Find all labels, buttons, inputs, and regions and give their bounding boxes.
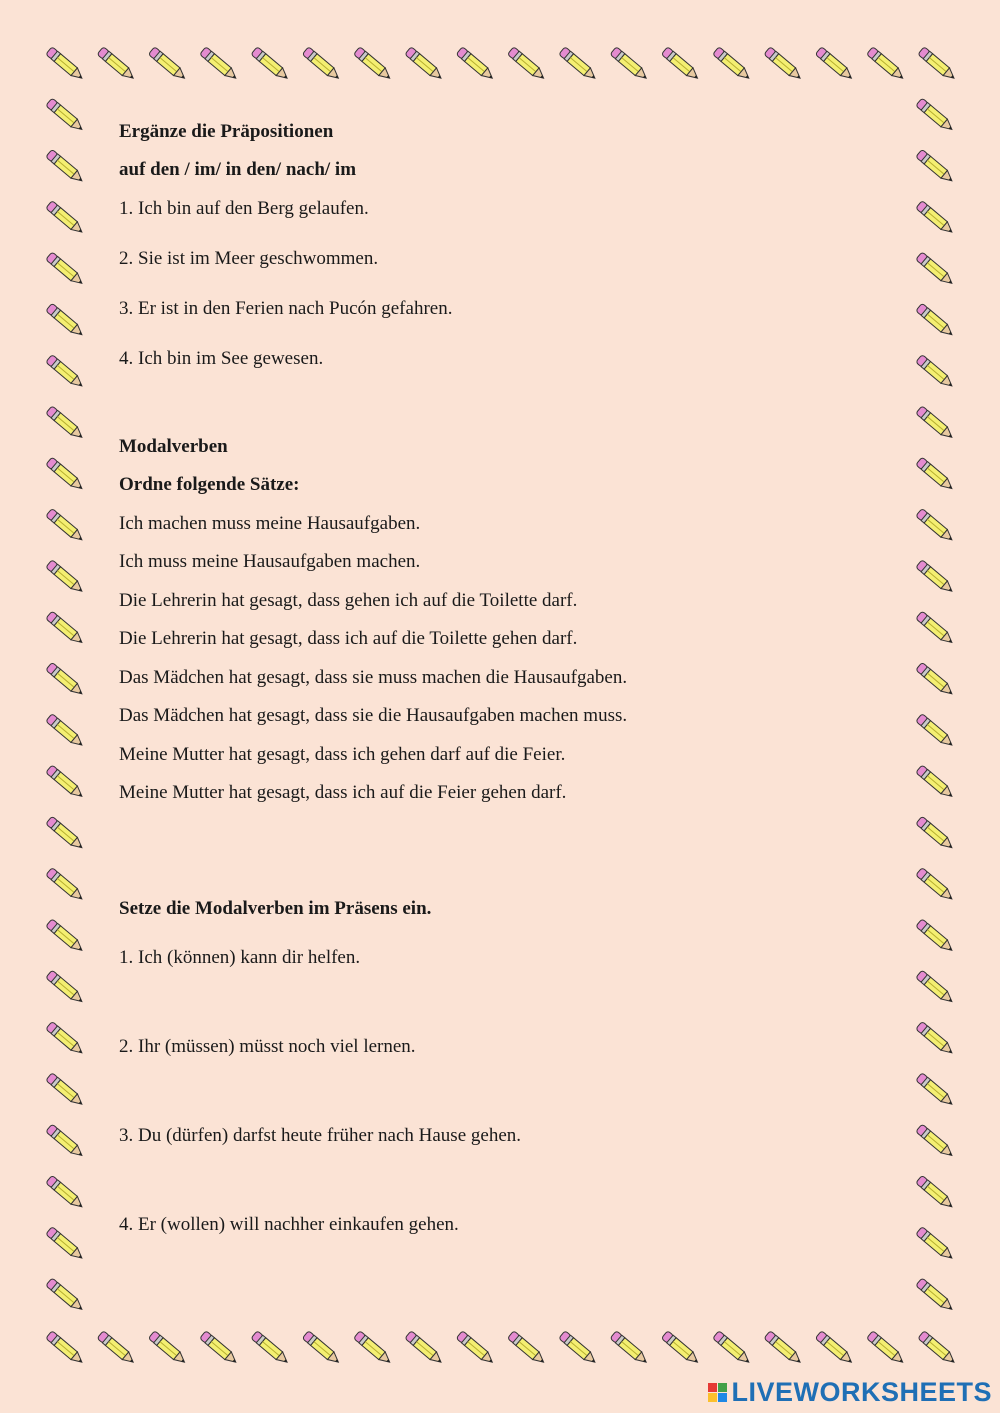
pencil-icon bbox=[661, 47, 700, 82]
pencil-icon bbox=[916, 919, 955, 954]
exercise-item: 2. Sie ist im Meer geschwommen. bbox=[119, 248, 379, 269]
pencil-icon bbox=[713, 1331, 752, 1366]
pencil-icon bbox=[302, 47, 341, 82]
logo-mark-icon bbox=[708, 1383, 727, 1402]
pencil-icon bbox=[46, 98, 85, 133]
pencil-icon bbox=[916, 662, 955, 697]
pencil-icon bbox=[764, 47, 803, 82]
pencil-icon bbox=[916, 970, 955, 1005]
exercise-item: 2. Ihr (müssen) müsst noch viel lernen. bbox=[119, 1036, 416, 1057]
pencil-icon bbox=[916, 98, 955, 133]
pencil-icon bbox=[916, 1227, 955, 1262]
pencil-icon bbox=[916, 765, 955, 800]
pencil-icon bbox=[916, 1278, 955, 1313]
pencil-icon bbox=[46, 303, 85, 338]
exercise-item: 1. Ich bin auf den Berg gelaufen. bbox=[119, 198, 369, 219]
exercise-item: 1. Ich (können) kann dir helfen. bbox=[119, 947, 361, 968]
pencil-icon bbox=[916, 816, 955, 851]
word-bank: auf den / im/ in den/ nach/ im bbox=[119, 159, 357, 180]
pencil-icon bbox=[815, 47, 854, 82]
pencil-icon bbox=[46, 406, 85, 441]
sentence-item: Das Mädchen hat gesagt, dass sie die Hausaufgaben machen muss. bbox=[119, 705, 628, 726]
pencil-icon bbox=[661, 1331, 700, 1366]
pencil-icon bbox=[46, 457, 85, 492]
pencil-icon bbox=[46, 47, 85, 82]
pencil-icon bbox=[46, 1073, 85, 1108]
pencil-icon bbox=[610, 47, 649, 82]
pencil-icon bbox=[46, 1175, 85, 1210]
pencil-icon bbox=[251, 1331, 290, 1366]
pencil-icon bbox=[200, 1331, 239, 1366]
pencil-icon bbox=[405, 47, 444, 82]
sentence-item: Die Lehrerin hat gesagt, dass gehen ich auf die Toilette darf. bbox=[119, 590, 578, 611]
pencil-icon bbox=[916, 867, 955, 902]
sentence-item: Ich machen muss meine Hausaufgaben. bbox=[119, 513, 421, 534]
pencil-icon bbox=[46, 1278, 85, 1313]
pencil-icon bbox=[916, 303, 955, 338]
pencil-icon bbox=[251, 47, 290, 82]
pencil-icon bbox=[97, 47, 136, 82]
exercise-item: 3. Du (dürfen) darfst heute früher nach Hause gehen. bbox=[119, 1125, 521, 1146]
sentence-item: Meine Mutter hat gesagt, dass ich gehen darf auf die Feier. bbox=[119, 744, 566, 765]
exercise-item: 4. Er (wollen) will nachher einkaufen gehen. bbox=[119, 1214, 459, 1235]
pencil-icon bbox=[918, 47, 957, 82]
pencil-icon bbox=[916, 201, 955, 236]
pencil-icon bbox=[148, 47, 187, 82]
pencil-icon bbox=[97, 1331, 136, 1366]
section-title-present-tense: Setze die Modalverben im Präsens ein. bbox=[119, 898, 432, 919]
pencil-icon bbox=[916, 457, 955, 492]
pencil-icon bbox=[916, 1175, 955, 1210]
pencil-icon bbox=[916, 508, 955, 543]
pencil-icon bbox=[353, 47, 392, 82]
sentence-item: Die Lehrerin hat gesagt, dass ich auf die Toilette gehen darf. bbox=[119, 628, 578, 649]
pencil-icon bbox=[46, 765, 85, 800]
pencil-icon bbox=[46, 201, 85, 236]
liveworksheets-logo bbox=[708, 1375, 992, 1409]
pencil-icon bbox=[46, 816, 85, 851]
pencil-icon bbox=[353, 1331, 392, 1366]
pencil-icon bbox=[405, 1331, 444, 1366]
pencil-icon bbox=[302, 1331, 341, 1366]
sentence-item: Das Mädchen hat gesagt, dass sie muss machen die Hausaufgaben. bbox=[119, 667, 628, 688]
pencil-icon bbox=[46, 1331, 85, 1366]
pencil-icon bbox=[46, 354, 85, 389]
pencil-icon bbox=[866, 47, 905, 82]
pencil-icon bbox=[610, 1331, 649, 1366]
instruction: Ordne folgende Sätze: bbox=[119, 474, 300, 495]
pencil-icon bbox=[713, 47, 752, 82]
pencil-icon bbox=[46, 252, 85, 287]
pencil-icon bbox=[46, 508, 85, 543]
pencil-icon bbox=[916, 1124, 955, 1159]
pencil-icon bbox=[46, 867, 85, 902]
pencil-icon bbox=[916, 1073, 955, 1108]
pencil-icon bbox=[46, 1021, 85, 1056]
pencil-icon bbox=[46, 560, 85, 595]
pencil-icon bbox=[46, 714, 85, 749]
pencil-icon bbox=[764, 1331, 803, 1366]
pencil-icon bbox=[916, 252, 955, 287]
pencil-icon bbox=[916, 149, 955, 184]
pencil-icon bbox=[456, 1331, 495, 1366]
sentence-item: Ich muss meine Hausaufgaben machen. bbox=[119, 551, 421, 572]
exercise-item: 4. Ich bin im See gewesen. bbox=[119, 348, 324, 369]
pencil-icon bbox=[916, 354, 955, 389]
pencil-icon bbox=[200, 47, 239, 82]
pencil-icon bbox=[916, 560, 955, 595]
pencil-icon bbox=[916, 1021, 955, 1056]
pencil-icon bbox=[916, 611, 955, 646]
pencil-icon bbox=[148, 1331, 187, 1366]
pencil-icon bbox=[866, 1331, 905, 1366]
pencil-icon bbox=[46, 1124, 85, 1159]
pencil-icon bbox=[559, 47, 598, 82]
section-title-prepositions: Ergänze die Präpositionen bbox=[119, 121, 334, 142]
logo-text: LIVEWORKSHEETS bbox=[731, 1376, 992, 1407]
pencil-icon bbox=[507, 47, 546, 82]
pencil-icon bbox=[46, 1227, 85, 1262]
pencil-icon bbox=[46, 611, 85, 646]
pencil-icon bbox=[815, 1331, 854, 1366]
pencil-icon bbox=[46, 149, 85, 184]
pencil-icon bbox=[456, 47, 495, 82]
pencil-icon bbox=[916, 714, 955, 749]
pencil-icon bbox=[916, 406, 955, 441]
pencil-icon bbox=[46, 662, 85, 697]
pencil-icon bbox=[918, 1331, 957, 1366]
section-title-modal-verbs: Modalverben bbox=[119, 436, 228, 457]
exercise-item: 3. Er ist in den Ferien nach Pucón gefahren. bbox=[119, 298, 453, 319]
pencil-icon bbox=[507, 1331, 546, 1366]
pencil-icon bbox=[46, 919, 85, 954]
sentence-item: Meine Mutter hat gesagt, dass ich auf die Feier gehen darf. bbox=[119, 782, 567, 803]
pencil-icon bbox=[559, 1331, 598, 1366]
pencil-icon bbox=[46, 970, 85, 1005]
